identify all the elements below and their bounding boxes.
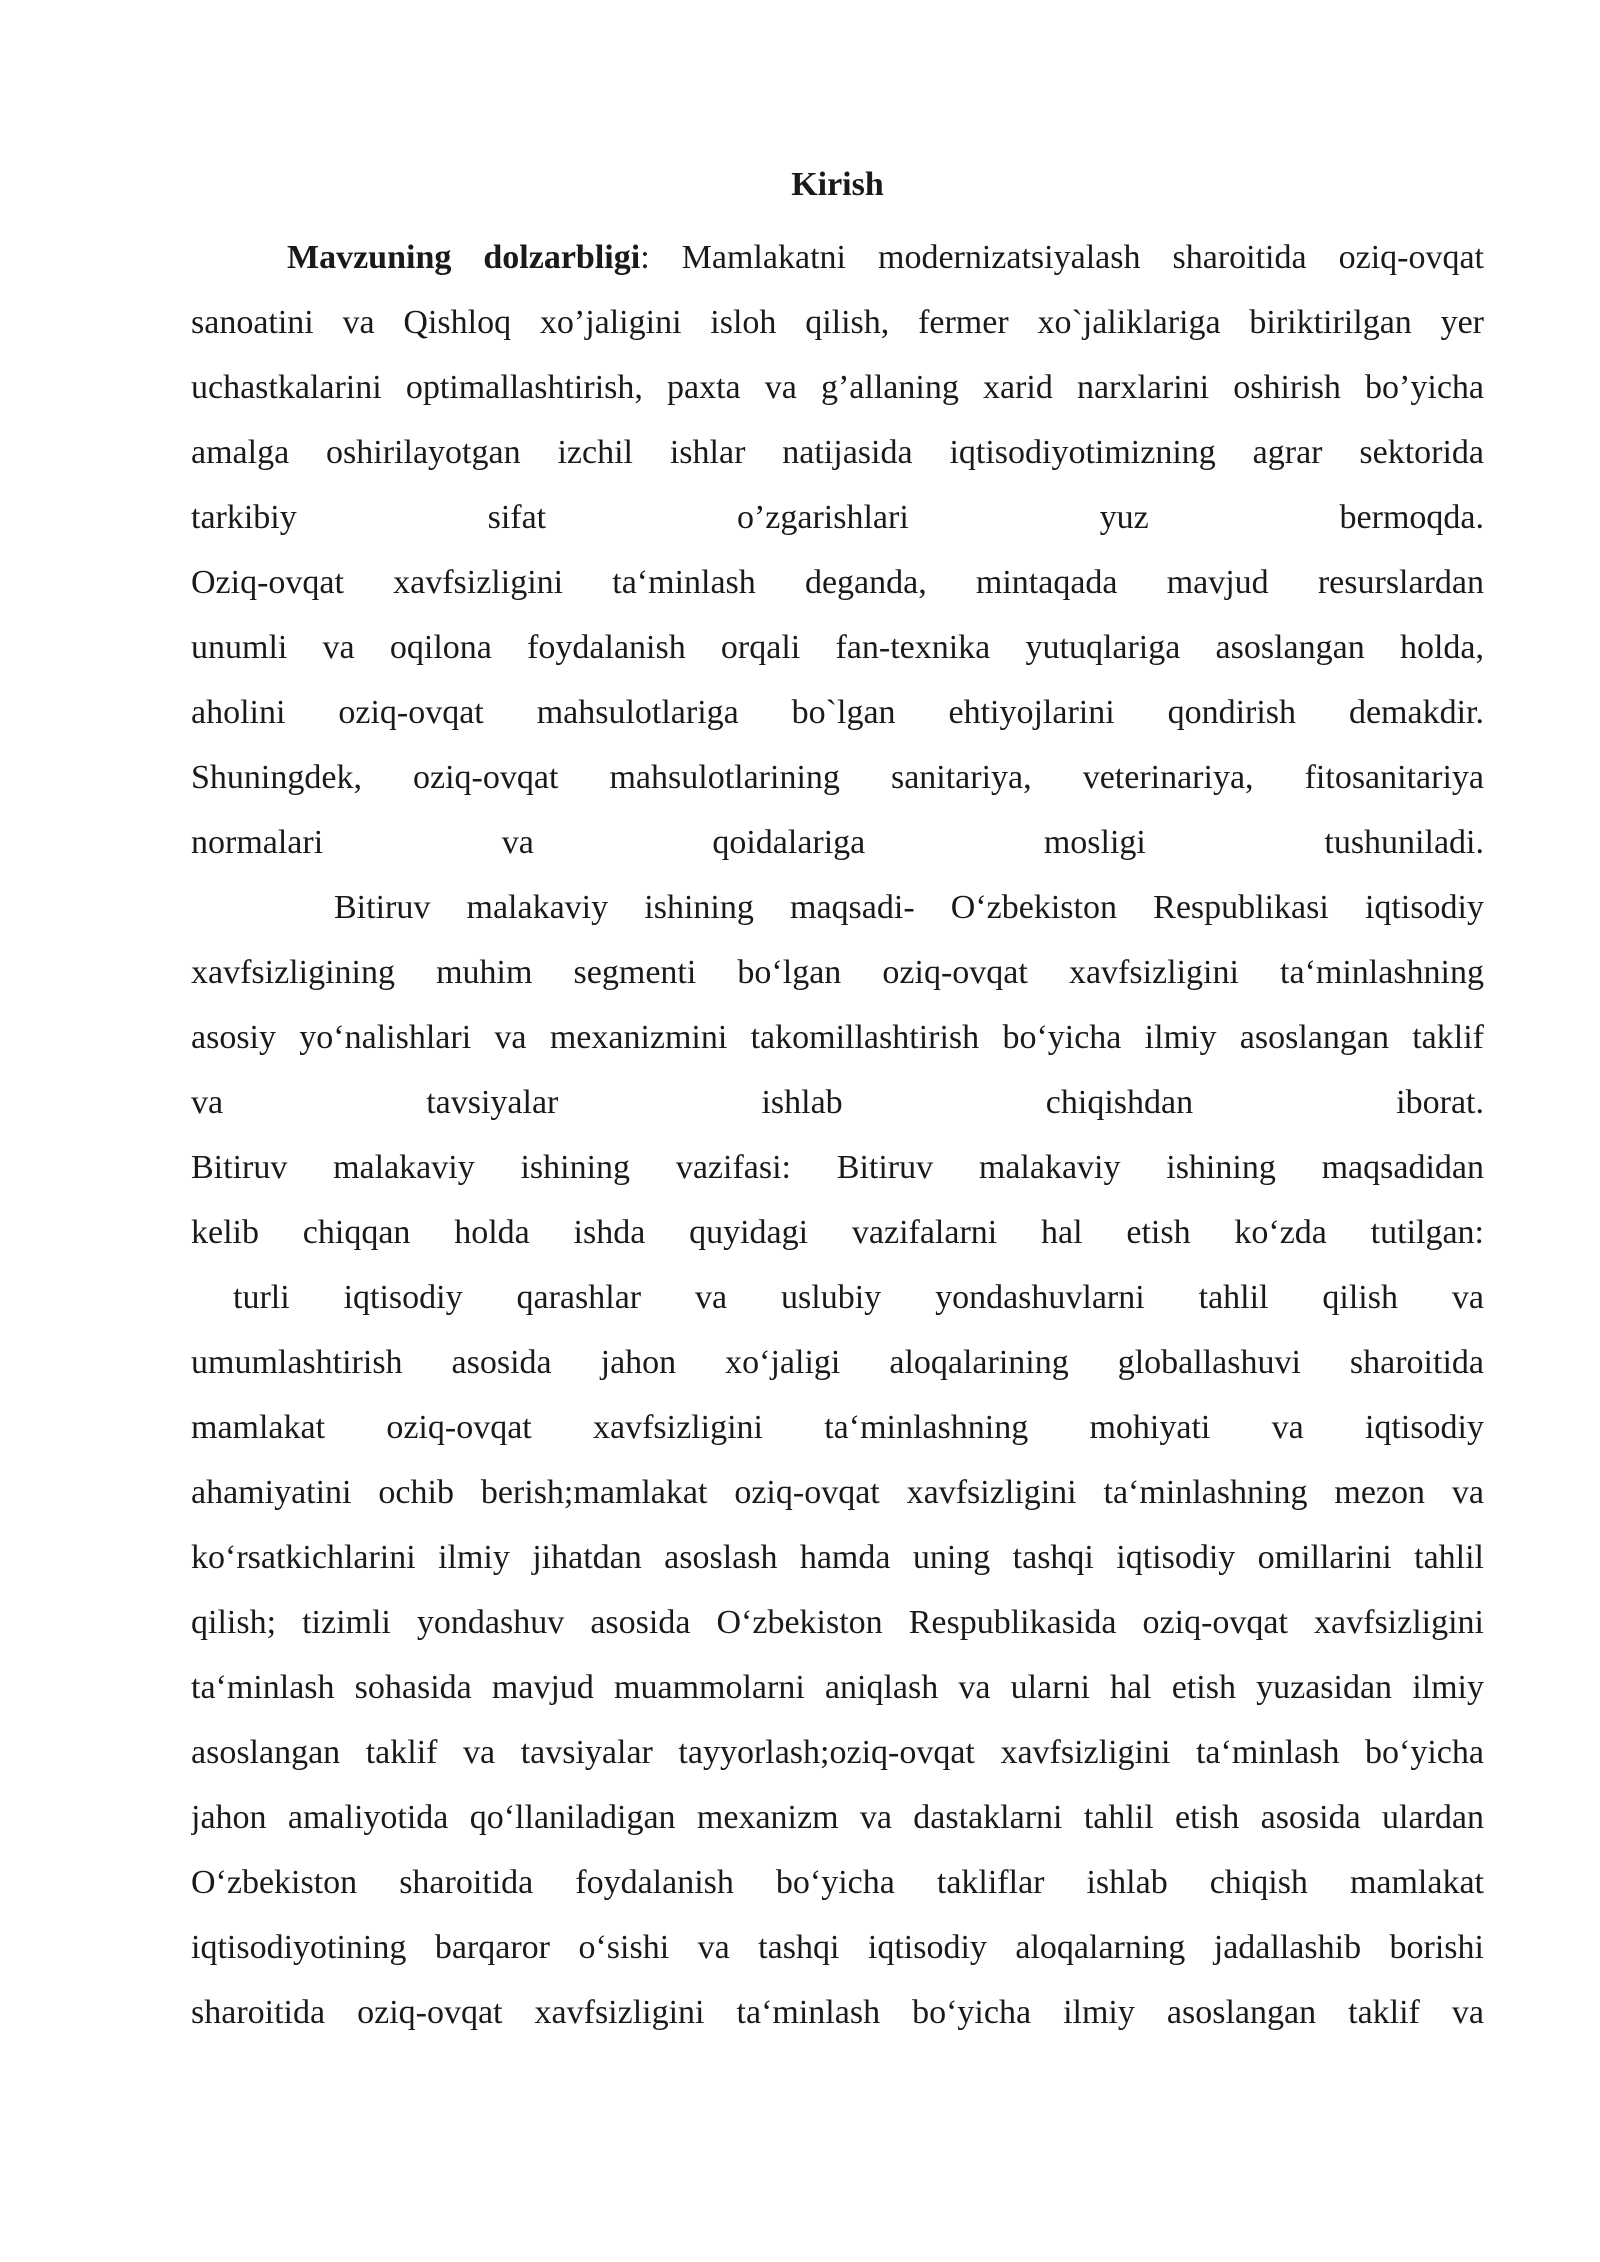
paragraph-line: unumli va oqilona foydalanish orqali fan-texnika yutuqlariga asoslangan holda, bbox=[191, 629, 1484, 666]
paragraph-lead: Mavzuning dolzarbligi bbox=[287, 239, 641, 276]
paragraph-line: iqtisodiyotining barqaror o‘sishi va tashqi iqtisodiy aloqalarning jadallashib borishi bbox=[191, 1929, 1484, 1966]
paragraph-line: mamlakat oziq-ovqat xavfsizligini ta‘minlashning mohiyati va iqtisodiy bbox=[191, 1409, 1484, 1446]
paragraph-line: jahon amaliyotida qo‘llaniladigan mexanizm va dastaklarni tahlil etish asosida ulardan bbox=[191, 1799, 1484, 1836]
paragraph-line: kelib chiqqan holda ishda quyidagi vazifalarni hal etish ko‘zda tutilgan: bbox=[191, 1214, 1484, 1251]
paragraph-line: ahamiyatini ochib berish;mamlakat oziq-ovqat xavfsizligini ta‘minlashning mezon va bbox=[191, 1474, 1484, 1511]
paragraph-line: tarkibiy sifat o’zgarishlari yuz bermoqda. bbox=[191, 499, 1484, 536]
paragraph-line: sharoitida oziq-ovqat xavfsizligini ta‘minlash bo‘yicha ilmiy asoslangan taklif va bbox=[191, 1994, 1484, 2031]
paragraph-line: ko‘rsatkichlarini ilmiy jihatdan asoslash hamda uning tashqi iqtisodiy omillarini tahlil bbox=[191, 1539, 1484, 1576]
paragraph-line: O‘zbekiston sharoitida foydalanish bo‘yicha takliflar ishlab chiqish mamlakat bbox=[191, 1864, 1484, 1901]
paragraph-line: xavfsizligining muhim segmenti bo‘lgan oziq-ovqat xavfsizligini ta‘minlashning bbox=[191, 954, 1484, 991]
section-title: Kirish bbox=[791, 166, 884, 203]
paragraph-line: umumlashtirish asosida jahon xo‘jaligi aloqalarining globallashuvi sharoitida bbox=[191, 1344, 1484, 1381]
paragraph-line: asosiy yo‘nalishlari va mexanizmini takomillashtirish bo‘yicha ilmiy asoslangan taklif bbox=[191, 1019, 1484, 1056]
paragraph-line: turli iqtisodiy qarashlar va uslubiy yondashuvlarni tahlil qilish va bbox=[233, 1279, 1484, 1316]
paragraph-line: Bitiruv malakaviy ishining vazifasi: Bitiruv malakaviy ishining maqsadidan bbox=[191, 1149, 1484, 1186]
line-text: : Mamlakatni modernizatsiyalash sharoitida oziq-ovqat bbox=[640, 239, 1484, 276]
document-body bbox=[191, 160, 1484, 2045]
paragraph-line: uchastkalarini optimallashtirish, paxta va g’allaning xarid narxlarini oshirish bo’yicha bbox=[191, 369, 1484, 406]
paragraph-line: asoslangan taklif va tavsiyalar tayyorlash;oziq-ovqat xavfsizligini ta‘minlash bo‘yicha bbox=[191, 1734, 1484, 1771]
paragraph-line: Bitiruv malakaviy ishining maqsadi- O‘zbekiston Respublikasi iqtisodiy bbox=[334, 889, 1484, 926]
paragraph-line: sanoatini va Qishloq xo’jaligini isloh qilish, fermer xo`jaliklariga biriktirilgan yer bbox=[191, 304, 1484, 341]
paragraph-line: normalari va qoidalariga mosligi tushuniladi. bbox=[191, 824, 1484, 861]
paragraph-line: Shuningdek, oziq-ovqat mahsulotlarining sanitariya, veterinariya, fitosanitariya bbox=[191, 759, 1484, 796]
paragraph-line: qilish; tizimli yondashuv asosida O‘zbekiston Respublikasida oziq-ovqat xavfsizligini bbox=[191, 1604, 1484, 1641]
paragraph-line: ta‘minlash sohasida mavjud muammolarni aniqlash va ularni hal etish yuzasidan ilmiy bbox=[191, 1669, 1484, 1706]
paragraph-line: Oziq-ovqat xavfsizligini ta‘minlash deganda, mintaqada mavjud resurslardan bbox=[191, 564, 1484, 601]
paragraph-line bbox=[191, 225, 1484, 290]
paragraph-line: aholini oziq-ovqat mahsulotlariga bo`lgan ehtiyojlarini qondirish demakdir. bbox=[191, 694, 1484, 731]
paragraph-line: amalga oshirilayotgan izchil ishlar natijasida iqtisodiyotimizning agrar sektorida bbox=[191, 434, 1484, 471]
paragraph-line: va tavsiyalar ishlab chiqishdan iborat. bbox=[191, 1084, 1484, 1121]
